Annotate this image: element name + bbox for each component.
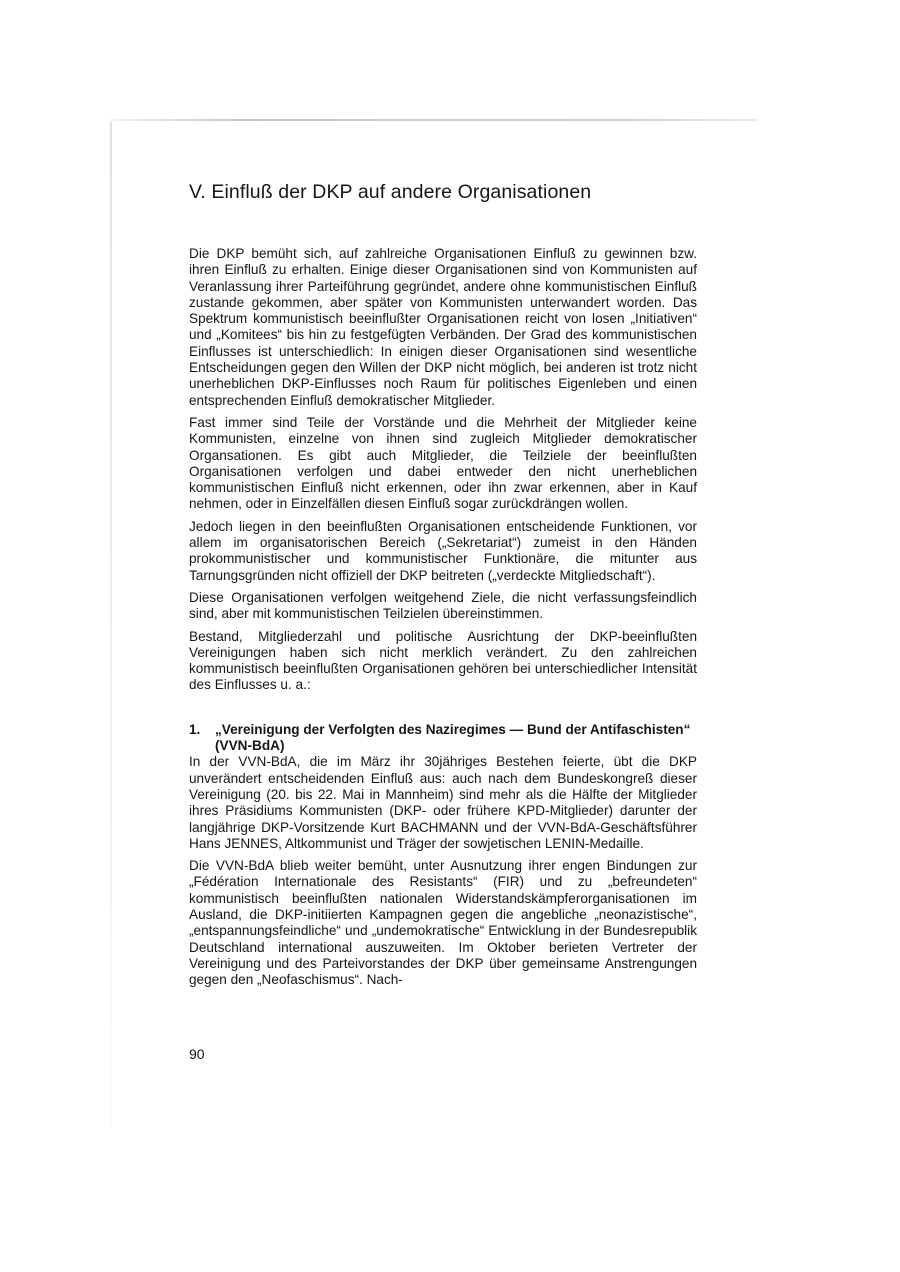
- paragraph-3: Jedoch liegen in den beeinflußten Organisationen entscheidende Funktionen, vor allem im organisatorischen Bereich („Sekretariat“) zumeist in den Händen prokommunistischer und kommunistischer Funktionäre, die mitunter aus Tarnungsgründen nicht offiziell der DKP beitreten („verdeckte Mitgliedschaft“).: [189, 518, 697, 583]
- scan-edge-left: [110, 122, 112, 1127]
- section-number: 1.: [189, 721, 201, 737]
- section-paragraph-2: Die VVN-BdA blieb weiter bemüht, unter Ausnutzung ihrer engen Bindungen zur „Fédération Internationale des Resistants“ (FIR) und zu „befreundeten“ kommunistisch beeinflußten nationalen Widerstandskämpferorganisationen im Ausland, die DKP-initiierten Kampagnen gegen die angebliche „neonazistische“, „entspannungsfeindliche“ und „undemokratische“ Entwicklung in der Bundesrepublik Deutschland international auszuweiten. Im Oktober berieten Vertreter der Vereinigung und des Parteivorstandes der DKP über gemeinsame Anstrengungen gegen den „Neofaschismus“. Nach-: [189, 858, 697, 988]
- paragraph-2: Fast immer sind Teile der Vorstände und die Mehrheit der Mitglieder keine Kommunisten, einzelne von ihnen sind zugleich Mitglieder demokratischer Organsationen. Es gibt auch Mitglieder, die Teilziele der beeinflußten Organisationen verfolgen und dabei entweder den nicht unerheblichen kommunistischen Einfluß nicht erkennen, oder ihn zwar erkennen, aber in Kauf nehmen, oder in Einzelfällen diesen Einfluß sogar zurückdrängen wollen.: [189, 414, 697, 512]
- paragraph-4: Diese Organisationen verfolgen weitgehend Ziele, die nicht verfassungsfeindlich sind, aber mit kommunistischen Teilzielen übereinstimmen.: [189, 589, 697, 622]
- paragraph-1: Die DKP bemüht sich, auf zahlreiche Organisationen Einfluß zu gewinnen bzw. ihren Einfluß zu erhalten. Einige dieser Organisationen sind von Kommunisten auf Veranlassung ihrer Parteiführung gegründet, andere ohne kommunistischen Einfluß zustande gekommen, aber später von Kommunisten unterwandert worden. Das Spektrum kommunistisch beeinflußter Organisationen reicht von losen „Initiativen“ und „Komitees“ bis hin zu festgefügten Verbänden. Der Grad des kommunistischen Einflusses ist unterschiedlich: In einigen dieser Organisationen sind wesentliche Entscheidungen gegen den Willen der DKP nicht möglich, bei anderen ist trotz nicht unerheblichen DKP-Einflusses noch Raum für politisches Eigenleben und einen entsprechenden Einfluß demokratischer Mitglieder.: [189, 246, 697, 408]
- section-title: „Vereinigung der Verfolgten des Naziregimes — Bund der Antifaschisten“ (VVN-BdA): [215, 721, 691, 754]
- scan-edge-top: [110, 119, 758, 121]
- paragraph-5: Bestand, Mitgliederzahl und politische Ausrichtung der DKP-beeinflußten Vereinigungen haben sich nicht merklich verändert. Zu den zahlreichen kommunistisch beeinflußten Organisationen gehören bei unterschiedlicher Intensität des Einflusses u. a.:: [189, 628, 697, 693]
- section-heading: [189, 722, 697, 755]
- page-number: 90: [189, 1046, 205, 1062]
- section-paragraph-1: In der VVN-BdA, die im März ihr 30jähriges Bestehen feierte, übt die DKP unverändert entscheidenden Einfluß aus: auch nach dem Bundeskongreß dieser Vereinigung (20. bis 22. Mai in Mannheim) sind mehr als die Hälfte der Mitglieder ihres Präsidiums Kommunisten (DKP- oder frühere KPD-Mitglieder) darunter der langjährige DKP-Vorsitzende Kurt BACHMANN und der VVN-BdA-Geschäftsführer Hans JENNES, Altkommunist und Träger der sowjetischen LENIN-Medaille.: [189, 754, 697, 851]
- chapter-title: V. Einfluß der DKP auf andere Organisationen: [189, 181, 592, 203]
- page-body: [189, 180, 697, 994]
